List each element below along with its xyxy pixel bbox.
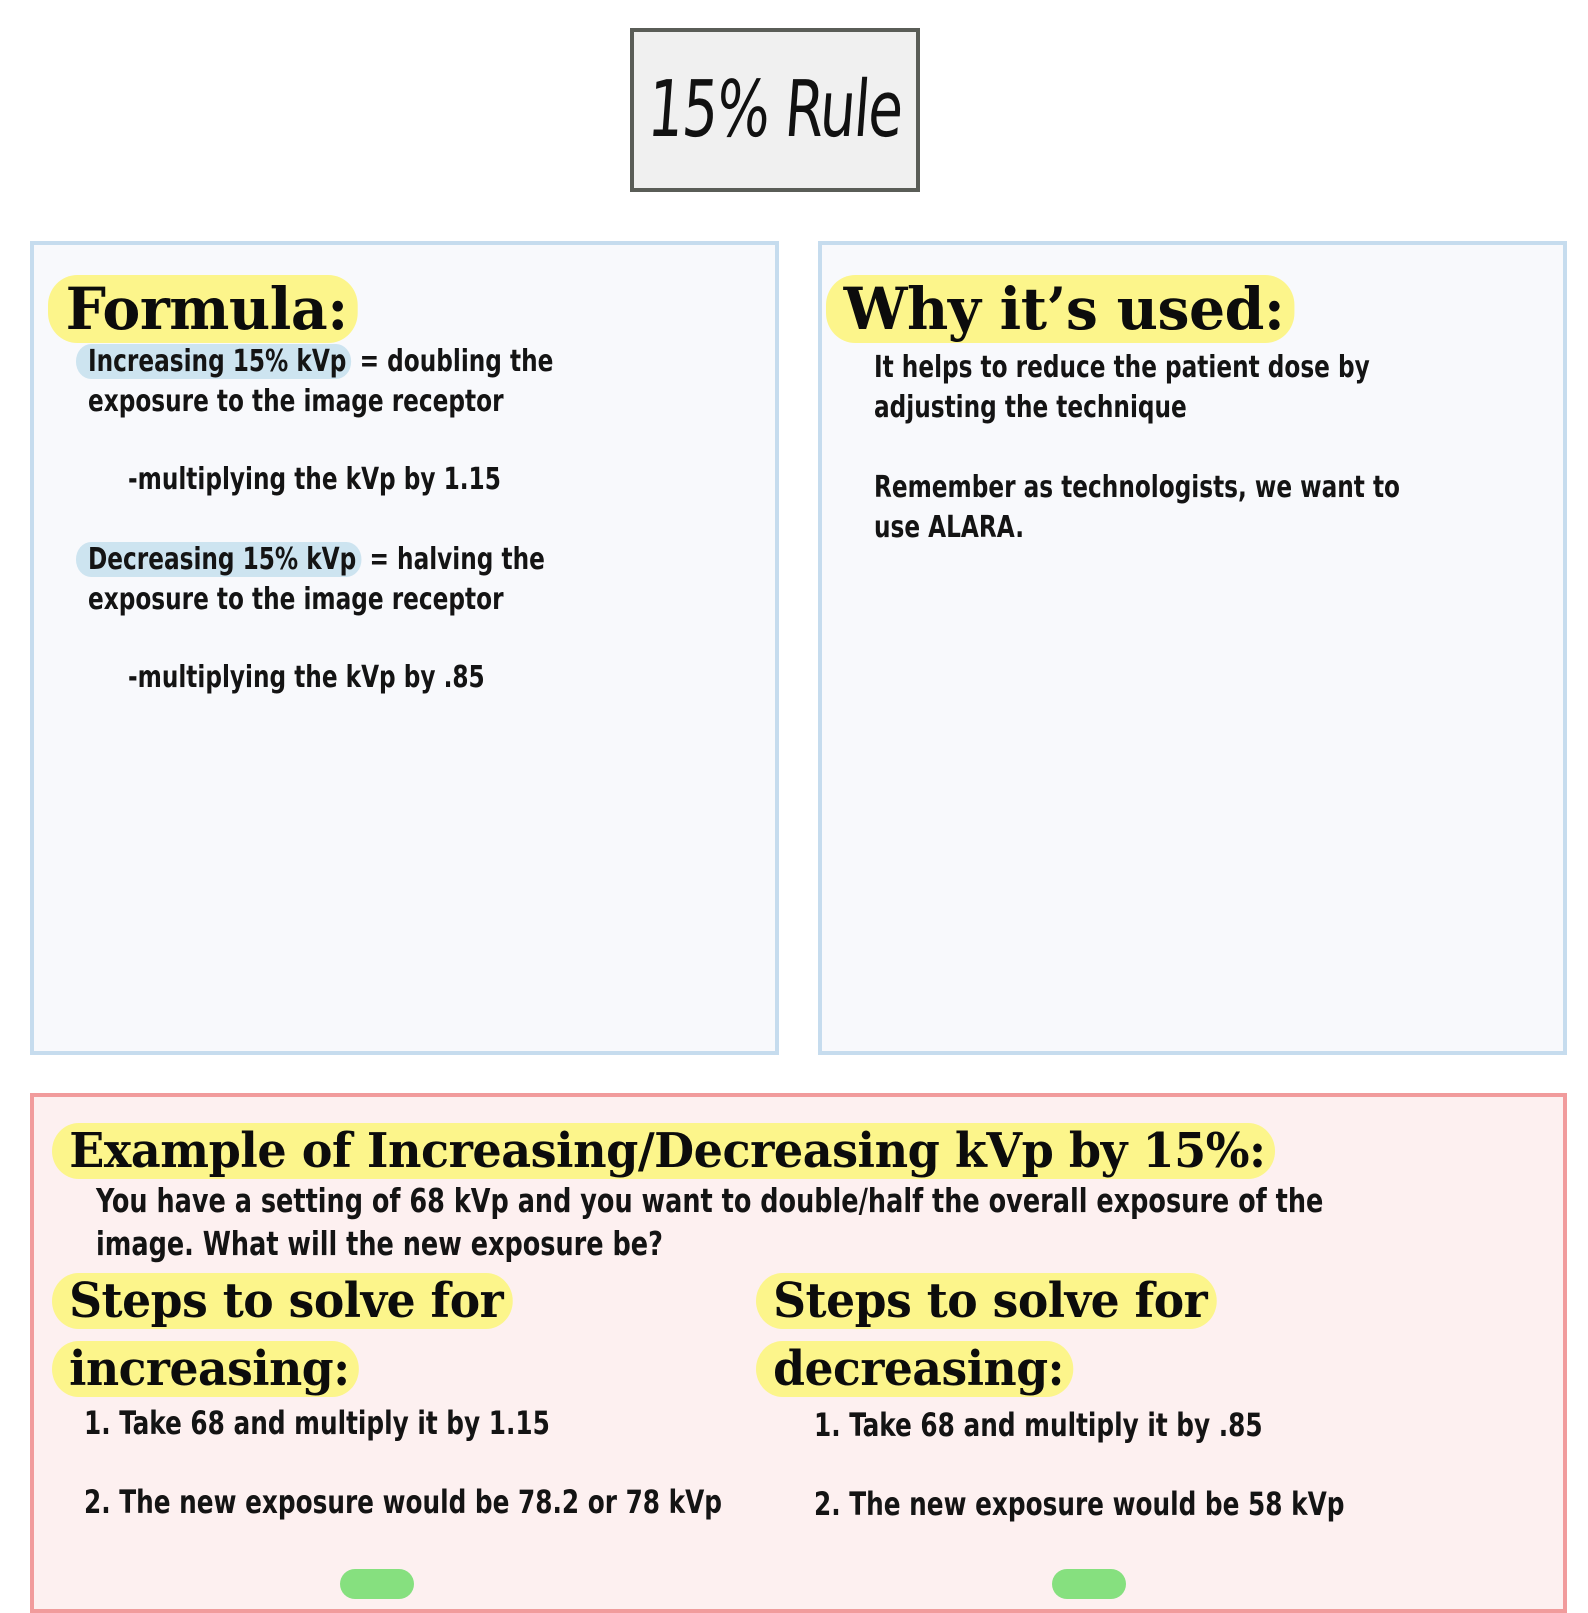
example-prompt-line-2: image. What will the new exposure be? <box>96 1224 663 1263</box>
decrease-rest: = halving the <box>361 542 545 577</box>
decreasing-heading-line-1: Steps to solve for <box>756 1273 1217 1329</box>
example-card <box>30 1093 1567 1613</box>
increasing-heading-line-1: Steps to solve for <box>52 1273 513 1329</box>
why-line-2: adjusting the technique <box>874 390 1187 425</box>
why-line-4: use ALARA. <box>874 510 1025 545</box>
formula-increase-line2: exposure to the image receptor <box>88 384 504 419</box>
formula-heading <box>48 275 357 343</box>
formula-heading-text: Formula: <box>48 275 357 343</box>
decreasing-heading-line-2: decreasing: <box>756 1341 1073 1397</box>
decreasing-green-highlight <box>1052 1569 1126 1599</box>
increasing-step-2: 2. The new exposure would be 78.2 or 78 kVp <box>84 1483 722 1521</box>
why-heading-text: Why it’s used: <box>826 275 1294 343</box>
formula-increase-line <box>88 341 553 382</box>
why-line-3: Remember as technologists, we want to <box>874 470 1401 505</box>
title-box <box>630 28 920 192</box>
example-prompt-line-1: You have a setting of 68 kVp and you want to double/half the overall exposure of the <box>96 1181 1324 1220</box>
increase-rest: = doubling the <box>351 344 554 379</box>
increasing-step-1: 1. Take 68 and multiply it by 1.15 <box>84 1404 550 1442</box>
why-heading <box>826 275 1294 343</box>
formula-card <box>30 241 779 1055</box>
why-card <box>818 241 1567 1055</box>
decreasing-step-1: 1. Take 68 and multiply it by .85 <box>814 1406 1263 1444</box>
example-heading <box>52 1121 1275 1181</box>
increasing-green-highlight <box>340 1569 414 1599</box>
example-heading-text: Example of Increasing/Decreasing kVp by 15%: <box>52 1123 1275 1179</box>
formula-decrease-line <box>88 539 545 580</box>
decrease-highlight: Decreasing 15% kVp <box>76 542 361 577</box>
increase-highlight: Increasing 15% kVp <box>76 344 352 379</box>
formula-decrease-multiplier: -multiplying the kVp by .85 <box>128 660 485 695</box>
decreasing-step-2: 2. The new exposure would be 58 kVp <box>814 1485 1345 1523</box>
increasing-heading-line-2: increasing: <box>52 1341 359 1397</box>
page-title: 15% Rule <box>644 65 906 155</box>
why-line-1: It helps to reduce the patient dose by <box>874 350 1370 385</box>
formula-increase-multiplier: -multiplying the kVp by 1.15 <box>128 462 501 497</box>
formula-decrease-line2: exposure to the image receptor <box>88 582 504 617</box>
